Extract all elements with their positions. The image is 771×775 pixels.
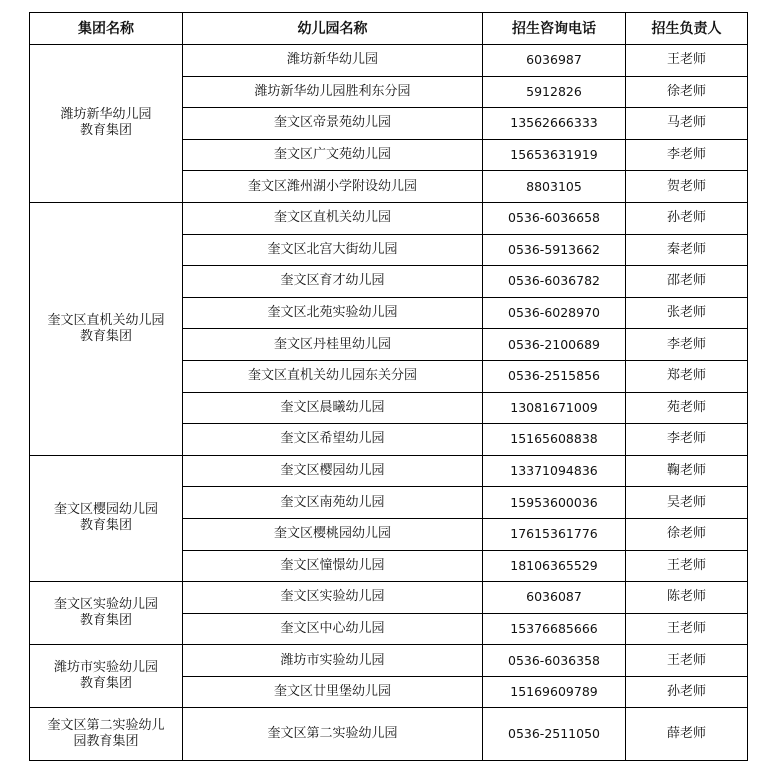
phone-cell: 0536-2515856 bbox=[483, 360, 626, 392]
phone-cell: 0536-6036782 bbox=[483, 266, 626, 298]
group-name-cell bbox=[30, 708, 183, 761]
phone-cell: 15165608838 bbox=[483, 424, 626, 456]
group-name-cell bbox=[30, 45, 183, 203]
kindergarten-name-cell: 奎文区北宫大街幼儿园 bbox=[183, 234, 483, 266]
contact-person-cell: 陈老师 bbox=[626, 582, 748, 614]
contact-person-cell: 王老师 bbox=[626, 645, 748, 677]
table-row bbox=[30, 582, 748, 614]
phone-cell: 15953600036 bbox=[483, 487, 626, 519]
kindergarten-name-cell: 奎文区中心幼儿园 bbox=[183, 613, 483, 645]
kindergarten-name-cell: 奎文区潍州湖小学附设幼儿园 bbox=[183, 171, 483, 203]
kindergarten-name-cell: 奎文区直机关幼儿园东关分园 bbox=[183, 360, 483, 392]
phone-cell: 18106365529 bbox=[483, 550, 626, 582]
group-name-line: 潍坊市实验幼儿园 bbox=[53, 660, 158, 676]
contact-person-cell: 孙老师 bbox=[626, 202, 748, 234]
header-phone: 招生咨询电话 bbox=[483, 13, 626, 45]
phone-cell: 6036987 bbox=[483, 45, 626, 77]
group-name-line: 教育集团 bbox=[79, 518, 132, 534]
phone-cell: 5912826 bbox=[483, 76, 626, 108]
kindergarten-name-cell: 奎文区直机关幼儿园 bbox=[183, 202, 483, 234]
phone-cell: 15169609789 bbox=[483, 676, 626, 708]
kindergarten-name-cell: 奎文区广文苑幼儿园 bbox=[183, 139, 483, 171]
phone-cell: 15376685666 bbox=[483, 613, 626, 645]
group-name-cell bbox=[30, 202, 183, 455]
kindergarten-name-cell: 潍坊新华幼儿园胜利东分园 bbox=[183, 76, 483, 108]
group-name-cell bbox=[30, 455, 183, 581]
contact-person-cell: 张老师 bbox=[626, 297, 748, 329]
kindergarten-name-cell: 潍坊市实验幼儿园 bbox=[183, 645, 483, 677]
kindergarten-name-cell: 奎文区南苑幼儿园 bbox=[183, 487, 483, 519]
header-group: 集团名称 bbox=[30, 13, 183, 45]
phone-cell: 17615361776 bbox=[483, 518, 626, 550]
contact-person-cell: 鞠老师 bbox=[626, 455, 748, 487]
phone-cell: 0536-5913662 bbox=[483, 234, 626, 266]
contact-person-cell: 李老师 bbox=[626, 329, 748, 361]
group-name-line: 教育集团 bbox=[79, 123, 132, 139]
contact-person-cell: 王老师 bbox=[626, 613, 748, 645]
group-name-line: 园教育集团 bbox=[73, 734, 139, 750]
contact-person-cell: 郑老师 bbox=[626, 360, 748, 392]
contact-person-cell: 苑老师 bbox=[626, 392, 748, 424]
kindergarten-name-cell: 奎文区憧憬幼儿园 bbox=[183, 550, 483, 582]
header-row bbox=[30, 13, 748, 45]
contact-person-cell: 马老师 bbox=[626, 108, 748, 140]
kindergarten-name-cell: 奎文区樱桃园幼儿园 bbox=[183, 518, 483, 550]
group-name-line: 教育集团 bbox=[79, 613, 132, 629]
contact-person-cell: 孙老师 bbox=[626, 676, 748, 708]
group-name-line: 奎文区实验幼儿园 bbox=[53, 597, 158, 613]
contact-person-cell: 秦老师 bbox=[626, 234, 748, 266]
contact-person-cell: 王老师 bbox=[626, 550, 748, 582]
contact-person-cell: 邵老师 bbox=[626, 266, 748, 298]
contact-person-cell: 李老师 bbox=[626, 424, 748, 456]
group-name-cell bbox=[30, 582, 183, 645]
kindergarten-name-cell: 奎文区希望幼儿园 bbox=[183, 424, 483, 456]
contact-person-cell: 徐老师 bbox=[626, 76, 748, 108]
phone-cell: 0536-2511050 bbox=[483, 708, 626, 761]
phone-cell: 0536-6036658 bbox=[483, 202, 626, 234]
group-name-line: 教育集团 bbox=[79, 676, 132, 692]
table-row bbox=[30, 455, 748, 487]
header-kindergarten: 幼儿园名称 bbox=[183, 13, 483, 45]
contact-person-cell: 李老师 bbox=[626, 139, 748, 171]
header-contact: 招生负责人 bbox=[626, 13, 748, 45]
phone-cell: 8803105 bbox=[483, 171, 626, 203]
table-row bbox=[30, 708, 748, 761]
kindergarten-name-cell: 奎文区第二实验幼儿园 bbox=[183, 708, 483, 761]
phone-cell: 0536-2100689 bbox=[483, 329, 626, 361]
kindergarten-name-cell: 奎文区北苑实验幼儿园 bbox=[183, 297, 483, 329]
phone-cell: 13371094836 bbox=[483, 455, 626, 487]
kindergarten-name-cell: 奎文区廿里堡幼儿园 bbox=[183, 676, 483, 708]
table-row bbox=[30, 202, 748, 234]
phone-cell: 15653631919 bbox=[483, 139, 626, 171]
phone-cell: 13562666333 bbox=[483, 108, 626, 140]
phone-cell: 0536-6036358 bbox=[483, 645, 626, 677]
kindergarten-name-cell: 奎文区实验幼儿园 bbox=[183, 582, 483, 614]
phone-cell: 0536-6028970 bbox=[483, 297, 626, 329]
kindergarten-name-cell: 奎文区丹桂里幼儿园 bbox=[183, 329, 483, 361]
phone-cell: 13081671009 bbox=[483, 392, 626, 424]
contact-person-cell: 吴老师 bbox=[626, 487, 748, 519]
group-name-cell bbox=[30, 645, 183, 708]
group-name-line: 潍坊新华幼儿园 bbox=[60, 107, 152, 123]
contact-person-cell: 薛老师 bbox=[626, 708, 748, 761]
table-row bbox=[30, 645, 748, 677]
group-name-line: 教育集团 bbox=[79, 328, 132, 344]
kindergarten-name-cell: 潍坊新华幼儿园 bbox=[183, 45, 483, 77]
kindergarten-name-cell: 奎文区樱园幼儿园 bbox=[183, 455, 483, 487]
kindergarten-name-cell: 奎文区育才幼儿园 bbox=[183, 266, 483, 298]
contact-person-cell: 贺老师 bbox=[626, 171, 748, 203]
contact-person-cell: 王老师 bbox=[626, 45, 748, 77]
group-name-line: 奎文区直机关幼儿园 bbox=[47, 312, 165, 328]
kindergarten-name-cell: 奎文区帝景苑幼儿园 bbox=[183, 108, 483, 140]
kindergarten-enrollment-table bbox=[29, 12, 748, 761]
group-name-line: 奎文区第二实验幼儿 bbox=[47, 718, 165, 734]
phone-cell: 6036087 bbox=[483, 582, 626, 614]
group-name-line: 奎文区樱园幼儿园 bbox=[53, 502, 158, 518]
kindergarten-name-cell: 奎文区晨曦幼儿园 bbox=[183, 392, 483, 424]
table-body bbox=[30, 45, 748, 761]
table-row bbox=[30, 45, 748, 77]
contact-person-cell: 徐老师 bbox=[626, 518, 748, 550]
